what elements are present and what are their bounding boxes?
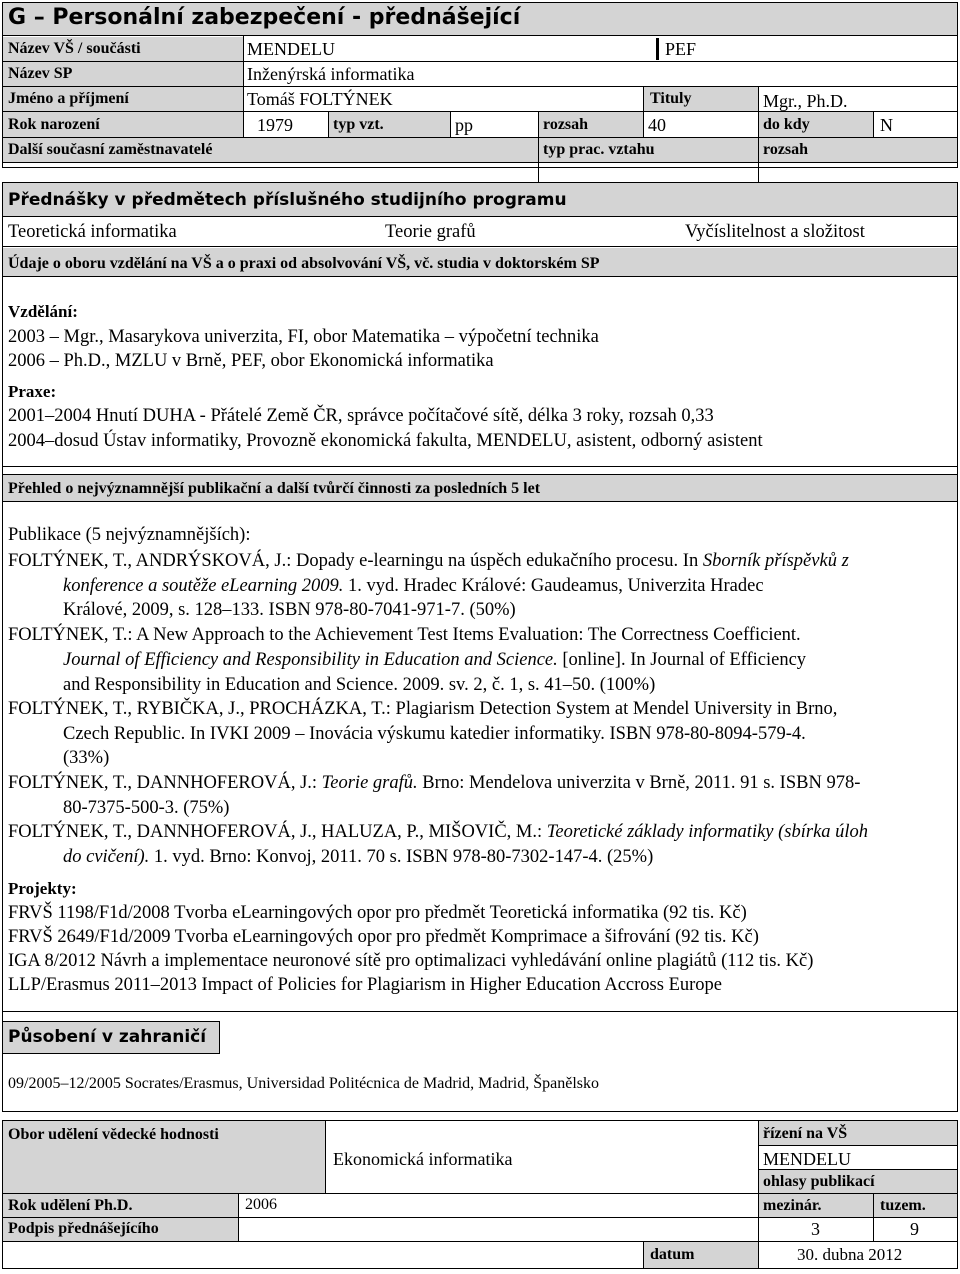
form-title: G – Personální zabezpečení - přednášející	[8, 5, 521, 30]
birth-label: Rok narození	[8, 116, 100, 133]
rozsah-label: rozsah	[543, 116, 589, 133]
projekty-label: Projekty:	[8, 879, 77, 898]
sp-label: Název SP	[8, 65, 73, 82]
typvzt-label: typ vzt.	[333, 116, 384, 133]
sp-value: Inženýrská informatika	[247, 64, 415, 84]
vzdelani-label: Vzdělání:	[8, 302, 78, 321]
project-1: FRVŠ 1198/F1d/2008 Tvorba eLearningových opor pro předmět Teoretická informatika (92 tis. Kč)	[8, 903, 747, 923]
pub-1-line-2	[63, 577, 764, 596]
rozsah-value: 40	[648, 115, 666, 135]
pub-2-authors: FOLTÝNEK, T.	[8, 625, 128, 645]
pub-1-line-3: Králové, 2009, s. 128–133. ISBN 978-80-7041-971-7. (50%)	[63, 600, 516, 620]
datum-label: datum	[650, 1246, 695, 1263]
pub-2-line-1	[8, 626, 801, 645]
vs-label: Název VŠ / součásti	[8, 40, 141, 57]
vzdelani-item-2: 2006 – Ph.D., MZLU v Brně, PEF, obor Ekonomická informatika	[8, 351, 494, 371]
abroad-heading: Působení v zahraničí	[8, 1027, 207, 1047]
praxe-item-1: 2001–2004 Hnutí DUHA - Přátelé Země ČR, správce počítačové sítě, délka 3 roky, rozsah 0,33	[8, 406, 714, 426]
rok-label: Rok udělení Ph.D.	[8, 1197, 133, 1214]
subject-1: Teoretická informatika	[8, 222, 177, 242]
ohlasy-label: ohlasy publikací	[763, 1173, 875, 1190]
mezinar-value: 3	[811, 1219, 820, 1239]
birth-value: 1979	[257, 115, 293, 135]
pub-4-title: Teorie grafů.	[321, 773, 418, 793]
pub-5-sep: :	[537, 822, 547, 842]
datum-value: 30. dubna 2012	[797, 1245, 903, 1264]
pub-5-authors: FOLTÝNEK, T., DANNHOFEROVÁ, J., HALUZA, P., MIŠOVIČ, M.	[8, 822, 537, 842]
pub-1-publisher: 1. vyd. Hradec Králové: Gaudeamus, Univerzita Hradec	[343, 576, 764, 596]
subject-2: Teorie grafů	[385, 222, 476, 242]
obor-label: Obor udělení vědecké hodnosti	[8, 1126, 219, 1143]
podpis-label: Podpis přednášejícího	[8, 1220, 159, 1237]
obor-value: Ekonomická informatika	[333, 1149, 513, 1169]
typvzt-value: pp	[455, 115, 473, 135]
rozsah2-label: rozsah	[763, 141, 809, 158]
pub-3-line-3: (33%)	[63, 748, 110, 768]
tuzem-label: tuzem.	[880, 1197, 926, 1214]
mezinar-label: mezinár.	[763, 1197, 822, 1214]
publications-label: Publikace (5 nejvýznamnějších):	[8, 525, 251, 545]
rizeni-label: řízení na VŠ	[763, 1125, 848, 1142]
pub-4-authors: FOLTÝNEK, T., DANNHOFEROVÁ, J.	[8, 773, 312, 793]
pub-3-line-2: Czech Republic. In IVKI 2009 – Inovácia výskumu katedier informatiky. ISBN 978-80-8094-579-4.	[63, 724, 806, 744]
pub-2-line-3: and Responsibility in Education and Science. 2009. sv. 2, č. 1, s. 41–50. (100%)	[63, 675, 656, 695]
pub-5-line-2	[63, 848, 653, 867]
vzdelani-item-1: 2003 – Mgr., Masarykova univerzita, FI, obor Matematika – výpočetní technika	[8, 327, 599, 347]
tuzem-value: 9	[910, 1219, 919, 1239]
dokdy-label: do kdy	[763, 116, 810, 133]
pub-1-line-1	[8, 552, 849, 571]
tituly-value: Mgr., Ph.D.	[763, 91, 848, 111]
pub-1-source-cont: konference a soutěže eLearning 2009.	[63, 576, 344, 596]
pub-5-title-cont: do cvičení).	[63, 847, 150, 867]
pub-5-title: Teoretické základy informatiky (sbírka úloh	[546, 822, 869, 842]
rok-value: 2006	[245, 1196, 277, 1213]
pub-4-line-1	[8, 774, 860, 793]
pub-5-publisher: 1. vyd. Brno: Konvoj, 2011. 70 s. ISBN 978-80-7302-147-4. (25%)	[149, 847, 654, 867]
praxe-item-2: 2004–dosud Ústav informatiky, Provozně ekonomická fakulta, MENDELU, asistent, odborný asistent	[8, 431, 763, 451]
pub-3-authors: FOLTÝNEK, T., RYBIČKA, J., PROCHÁZKA, T.	[8, 699, 386, 719]
name-label: Jméno a příjmení	[8, 90, 129, 107]
dokdy-value: N	[880, 115, 893, 135]
typprac-label: typ prac. vztahu	[543, 141, 655, 158]
pub-2-line-2	[63, 651, 806, 670]
praxe-label: Praxe:	[8, 382, 57, 401]
pub-1-title: : Dopady e-learningu na úspěch edukačního procesu. In	[286, 551, 703, 571]
pub-1-authors: FOLTÝNEK, T., ANDRÝSKOVÁ, J.	[8, 551, 287, 571]
pub-5-line-1	[8, 823, 868, 842]
project-2: FRVŠ 2649/F1d/2009 Tvorba eLearningových opor pro předmět Komprimace a šifrování (92 tis. Kč)	[8, 927, 759, 947]
project-3: IGA 8/2012 Návrh a implementace neuronové sítě pro optimalizaci vyhledávání online plagiátů (112 tis. Kč)	[8, 951, 814, 971]
education-heading: Údaje o oboru vzdělání na VŠ a o praxi od absolvování VŠ, vč. studia v doktorském SP	[8, 255, 600, 272]
rizeni-value: MENDELU	[763, 1149, 851, 1169]
pub-2-title: : A New Approach to the Achievement Test Items Evaluation: The Correctness Coefficient.	[127, 625, 801, 645]
pub-1-source: Sborník příspěvků z	[702, 551, 849, 571]
pub-4-line-2: 80-7375-500-3. (75%)	[63, 798, 230, 818]
lectures-heading: Přednášky v předmětech příslušného studijního programu	[8, 190, 567, 210]
tituly-label: Tituly	[650, 90, 692, 107]
pub-3-title: : Plagiarism Detection System at Mendel University in Brno,	[385, 699, 838, 719]
pub-3-line-1	[8, 700, 837, 719]
pub-4-sep: :	[311, 773, 322, 793]
abroad-text: 09/2005–12/2005 Socrates/Erasmus, Universidad Politécnica de Madrid, Madrid, Španělsko	[8, 1075, 600, 1092]
vs-value: MENDELU	[247, 39, 335, 59]
pub-4-publisher: Brno: Mendelova univerzita v Brně, 2011. 91 s. ISBN 978-	[417, 773, 861, 793]
publications-heading: Přehled o nejvýznamnější publikační a další tvůrčí činnosti za posledních 5 let	[8, 480, 541, 497]
project-4: LLP/Erasmus 2011–2013 Impact of Policies for Plagiarism in Higher Education Accross Europe	[8, 975, 722, 995]
other-employers-label: Další současní zaměstnavatelé	[8, 141, 213, 158]
vs-part-value: PEF	[665, 39, 697, 59]
pub-2-journal: Journal of Efficiency and Responsibility in Education and Science.	[63, 650, 558, 670]
pub-2-online: [online]. In Journal of Efficiency	[557, 650, 807, 670]
subject-3: Vyčíslitelnost a složitost	[685, 222, 865, 242]
name-value: Tomáš FOLTÝNEK	[247, 89, 393, 109]
